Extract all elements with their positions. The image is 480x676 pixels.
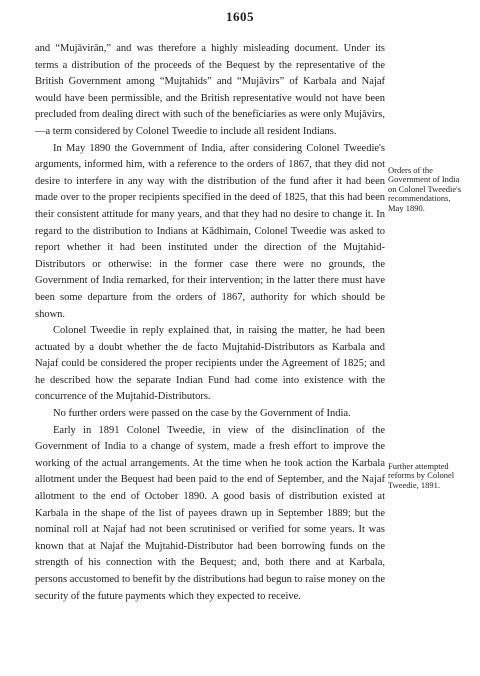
paragraph-5: Early in 1891 Colonel Tweedie, in view of the disinclination of the Government of India to a change of system, made a fresh effort to improve the working of the actual arrangements. At the time when he took action the Karbala allotment under the Bequest had been paid to the end of September, and the Najaf allotment to the end of October 1890. A good basis of distribution existed at Karbala in the shape of the list of payees drawn up in September 1889; but the nominal roll at Najaf had not been scrutinised or verified for some years. It was known that at Najaf the Mujtahid-Distributor had been borrowing funds on the strength of his connection with the Bequest; and, both there and at Karbala, persons accustomed to benefit by the distributions had begun to raise money on the security of the future payments which they expected to receive. (35, 424, 385, 602)
paragraph-4: No further orders were passed on the case by the Government of India. (53, 408, 351, 420)
page-number: 1605 (226, 9, 254, 24)
margin-note-1: Orders of the Government of India on Colonel Tweedie's recommendations, May 1890. (388, 165, 462, 213)
paragraph-1: and “Mujāvirān,” and was therefore a highly misleading document. Under its terms a distribution of the proceeds of the Bequest by the representative of the British Government among “Mujtahids” and “Mujāvirs” of Karbala and Najaf would have been permissible, and the British representative would not have been precluded from dealing direct with such of the beneficiaries as were only Mujāvirs,—a term considered by Colonel Tweedie to include all resident Indians. (35, 43, 385, 137)
paragraph-3: Colonel Tweedie in reply explained that, in raising the matter, he had been actuated by a doubt whether the de facto Mujtahid-Distributors as Karbala and Najaf could be considered the proper recipients under the Agreement of 1825; and he described how the separate Indian Fund had come into existence with the concurrence of the Mujtahid-Distributors. (35, 325, 385, 403)
paragraph-2: In May 1890 the Government of India, after considering Colonel Tweedie's arguments, informed him, with a reference to the orders of 1867, that they did not desire to interfere in any way with the distribution of the fund after it had been made over to the proper recipients specified in the deed of 1825, that this had been their consistent attitude for many years, and that they had no desire to change it. In regard to the distribution to Indians at Kādhimain, Colonel Tweedie was asked to report whether it had been instituted under the direction of the Mujtahid-Distributors or otherwise: in the former case there were no grounds, the Government of India remarked, for their intervention; in the latter there must have been some departure from the orders of 1867, authority for which should be shown. (35, 142, 385, 320)
body-text (35, 41, 385, 605)
margin-note-2: Further attempted reforms by Colonel Tweedie, 1891. (388, 461, 455, 490)
